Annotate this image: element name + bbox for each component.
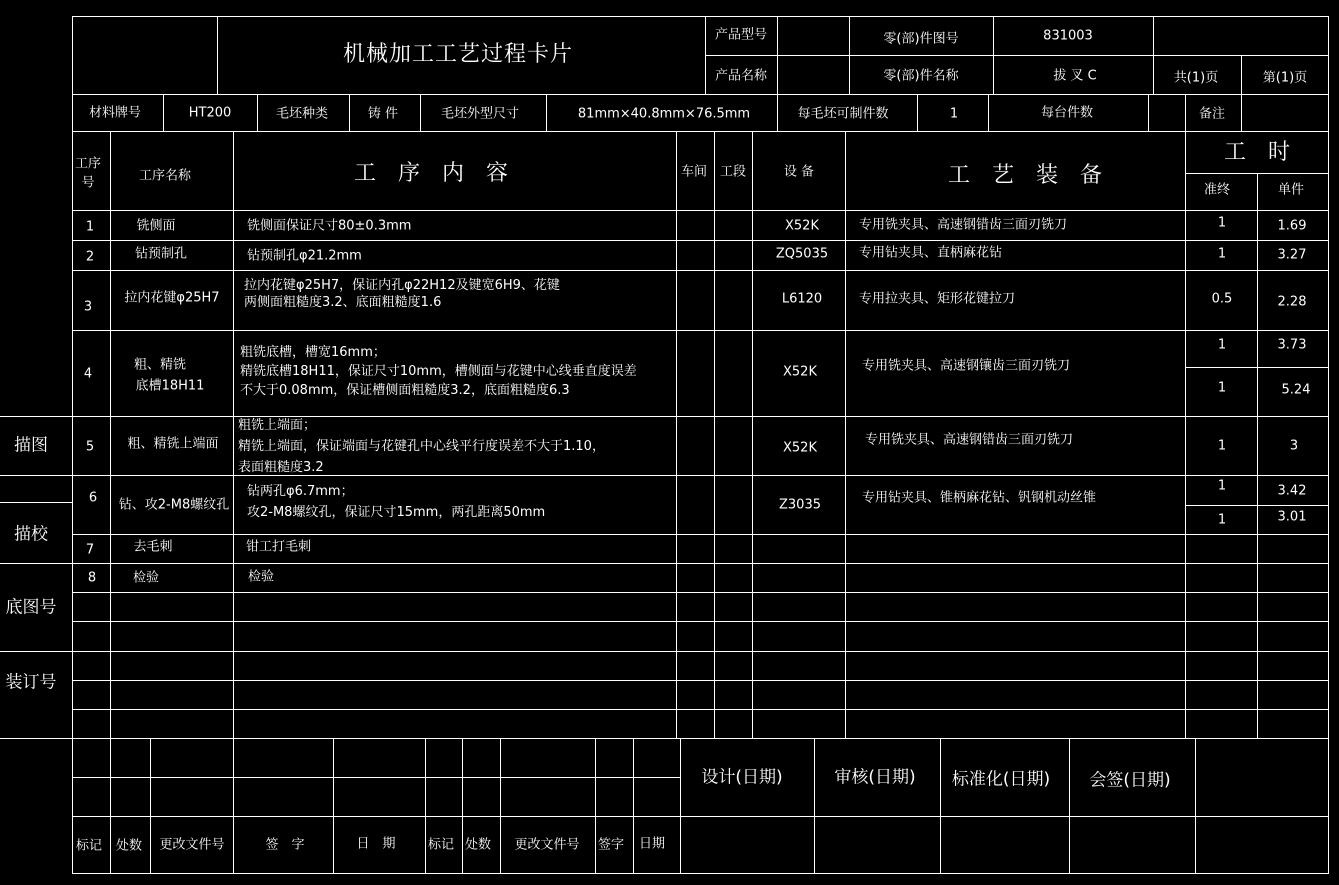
op-number: 2 (85, 249, 95, 265)
side-label-binding-no: 装订号 (5, 672, 57, 693)
op-prep-time: 0.5 (1211, 291, 1233, 307)
op-content-line: 铣侧面保证尺寸80±0.3mm (247, 218, 412, 234)
op-unit-time: 1.69 (1277, 218, 1307, 234)
product-model-label: 产品型号 (714, 27, 768, 43)
material-grade-value: HT200 (188, 105, 232, 121)
op-unit-time: 3 (1289, 438, 1299, 454)
op-unit-time: 3.27 (1277, 247, 1307, 263)
op-prep-time: 1 (1217, 246, 1227, 262)
col-op-name: 工序名称 (138, 168, 192, 184)
col-tooling: 工 艺 装 备 (947, 163, 1103, 188)
op-unit-time: 3.73 (1277, 337, 1307, 353)
op-unit-time: 5.24 (1281, 382, 1311, 398)
op-content-line: 钳工打毛刺 (246, 539, 312, 555)
footer-count-2: 处数 (464, 837, 492, 853)
op-tooling: 专用铣夹具、高速钢错齿三面刃铣刀 (859, 217, 1068, 233)
card-title: 机械加工工艺过程卡片 (342, 42, 574, 67)
op-content-line: 精铣上端面，保证端面与花键孔中心线平行度误差不大于1.10， (238, 439, 605, 454)
op-content-line: 精铣底槽18H11，保证尺寸10mm，槽侧面与花键中心线垂直度误差 (240, 364, 637, 379)
col-equipment: 设 备 (783, 164, 815, 180)
op-content (247, 481, 545, 523)
side-label-trace-check: 描校 (14, 524, 48, 545)
op-content-line: 检验 (248, 569, 275, 585)
remark-label: 备注 (1198, 106, 1226, 122)
op-prep-time: 1 (1217, 380, 1227, 396)
col-op-content: 工 序 内 容 (353, 161, 509, 186)
op-content (240, 343, 637, 400)
op-name: 拉内花键φ25H7 (124, 290, 220, 306)
op-name: 粗、精铣上端面 (127, 436, 219, 452)
op-content-line: 两侧面粗糙度3.2、底面粗糙度1.6 (244, 295, 442, 310)
op-content-line: 粗铣底槽，槽宽16mm； (240, 345, 386, 360)
op-unit-time: 2.28 (1277, 294, 1307, 310)
op-content-line: 粗铣上端面； (238, 418, 317, 433)
op-prep-time: 1 (1217, 478, 1227, 494)
op-equipment: X52K (785, 218, 819, 234)
footer-design: 设计(日期) (701, 767, 783, 788)
op-content-line: 表面粗糙度3.2 (238, 460, 324, 475)
op-content-line: 钻两孔φ6.7mm； (247, 484, 354, 499)
op-unit-time: 3.01 (1277, 509, 1307, 525)
op-content (244, 277, 560, 311)
op-number: 8 (87, 570, 97, 586)
op-name: 钻预制孔 (134, 246, 188, 262)
op-number: 5 (85, 439, 95, 455)
part-name-value: 拔 叉 C (1053, 68, 1097, 84)
side-label-base-drawing-no: 底图号 (5, 597, 57, 618)
op-tooling: 专用钻夹具、直柄麻花钻 (859, 245, 1003, 261)
op-unit-time: 3.42 (1277, 483, 1307, 499)
footer-countersign: 会签(日期) (1089, 770, 1171, 791)
footer-change-doc-no: 更改文件号 (159, 837, 225, 853)
op-name-line: 底槽18H11 (135, 378, 205, 394)
footer-date-2: 日期 (638, 836, 666, 852)
op-name-line: 粗、精铣 (133, 357, 187, 373)
per-unit-label: 每台件数 (1040, 105, 1094, 121)
op-content-line: 拉内花键φ25H7，保证内孔φ22H12及键宽6H9、花键 (244, 278, 560, 293)
col-seq-line2: 号 (81, 175, 95, 191)
op-content-line: 不大于0.08mm，保证槽侧面粗糙度3.2，底面粗糙度6.3 (240, 383, 570, 398)
op-equipment: Z3035 (779, 497, 821, 513)
op-number: 4 (83, 366, 93, 382)
op-name: 钻、攻2-M8螺纹孔 (118, 497, 230, 513)
blank-size-value: 81mm×40.8mm×76.5mm (577, 106, 751, 122)
footer-mark-2: 标记 (427, 837, 455, 853)
op-content (238, 415, 605, 478)
col-unit-time: 单件 (1277, 182, 1305, 198)
col-section: 工段 (719, 164, 747, 180)
part-name-label: 零(部)件名称 (883, 68, 959, 84)
op-equipment: X52K (783, 364, 817, 380)
op-prep-time: 1 (1217, 337, 1227, 353)
op-content-line: 攻2-M8螺纹孔，保证尺寸15mm，两孔距离50mm (247, 505, 546, 520)
op-equipment: X52K (783, 440, 817, 456)
op-number: 3 (83, 299, 93, 315)
footer-change-doc-no-2: 更改文件号 (514, 837, 580, 853)
op-name: 去毛刺 (133, 539, 173, 555)
blank-type-value: 铸 件 (367, 106, 399, 122)
footer-mark: 标记 (75, 838, 103, 854)
material-grade-label: 材料牌号 (88, 105, 142, 121)
op-prep-time: 1 (1217, 512, 1227, 528)
op-equipment: ZQ5035 (775, 246, 829, 262)
side-label-trace: 描图 (14, 435, 48, 456)
op-number: 6 (88, 490, 98, 506)
op-prep-time: 1 (1217, 215, 1227, 231)
footer-date: 日 期 (356, 836, 396, 852)
blank-type-label: 毛坯种类 (275, 106, 329, 122)
footer-signature: 签 字 (265, 837, 305, 853)
footer-standardize: 标准化(日期) (951, 769, 1051, 790)
op-prep-time: 1 (1217, 438, 1227, 454)
page-number: 第(1)页 (1262, 70, 1308, 86)
total-pages: 共(1)页 (1173, 70, 1219, 86)
part-drawing-no-label: 零(部)件图号 (883, 31, 959, 47)
op-tooling: 专用钻夹具、锥柄麻花钻、钒钢机动丝锥 (862, 490, 1097, 506)
col-man-hours: 工 时 (1223, 140, 1291, 165)
op-tooling: 专用铣夹具、高速钢错齿三面刃铣刀 (865, 432, 1074, 448)
part-drawing-no-value: 831003 (1043, 28, 1093, 44)
op-name: 铣侧面 (136, 218, 176, 234)
op-equipment: L6120 (781, 291, 823, 307)
op-number: 7 (85, 542, 95, 558)
footer-signature-2: 签字 (597, 837, 625, 853)
blank-size-label: 毛坯外型尺寸 (440, 106, 520, 122)
op-tooling: 专用铣夹具、高速钢镶齿三面刃铣刀 (862, 358, 1071, 374)
op-content-line: 钻预制孔φ21.2mm (247, 248, 362, 264)
op-number: 1 (85, 219, 95, 235)
parts-per-blank-value: 1 (949, 106, 959, 122)
col-prep-time: 准终 (1203, 182, 1231, 198)
col-workshop: 车间 (680, 164, 708, 180)
footer-count: 处数 (115, 838, 143, 854)
product-name-label: 产品名称 (714, 68, 768, 84)
footer-review: 审核(日期) (834, 767, 916, 788)
op-name: 检验 (132, 570, 160, 586)
op-tooling: 专用拉夹具、矩形花键拉刀 (859, 291, 1016, 307)
parts-per-blank-label: 每毛坯可制件数 (797, 106, 889, 122)
col-seq-line1: 工序 (74, 156, 102, 172)
